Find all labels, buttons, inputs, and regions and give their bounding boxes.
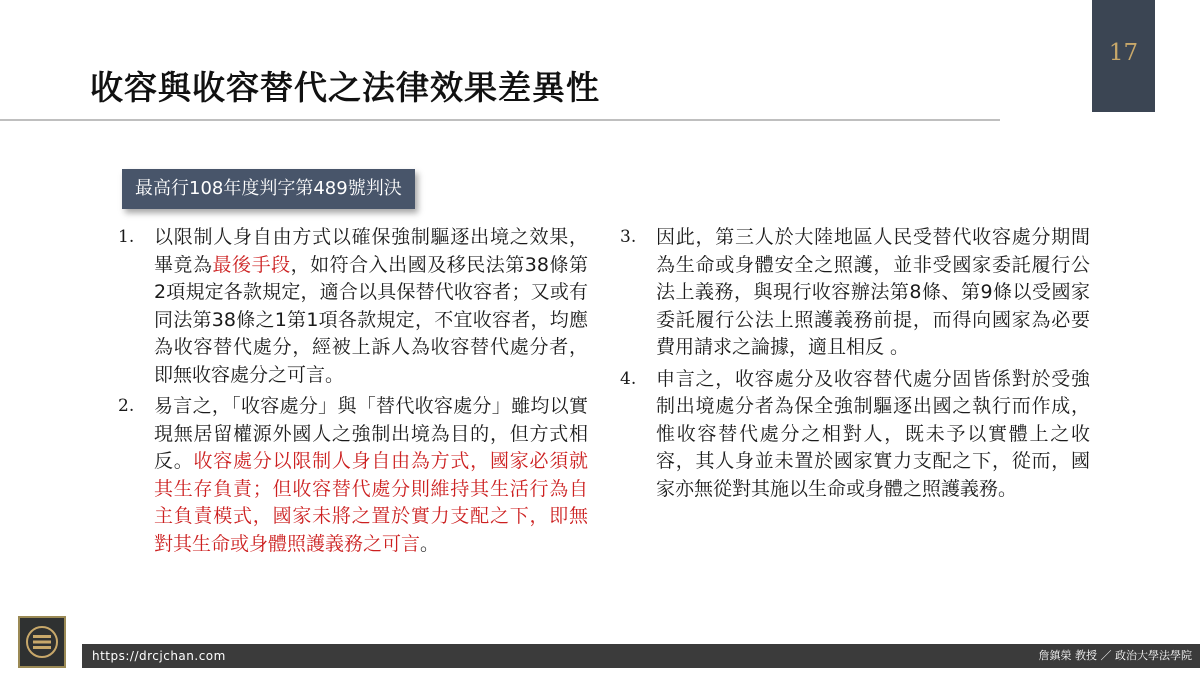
text-segment: 申言之，收容處分及收容替代處分固皆係對於受強制出境處分者為保全強制驅逐出國之執行而作成，惟收容替代處分之相對人，既未予以實體上之收容，其人身並未置於國家實力支配之下，從而，國家亦無從對其施以生命或身體之照護義務。	[656, 367, 1090, 500]
list-item-text	[154, 226, 588, 386]
right-column-list	[620, 224, 1090, 507]
left-column-list	[118, 224, 588, 562]
footer-author: 詹鎮榮 教授 ／ 政治大學法學院	[1038, 649, 1192, 662]
list-item-text	[656, 226, 1090, 358]
text-segment: ，如符合入出國及移民法第38條第2項規定各款規定，適合以具保替代收容者；又或有同法第38條之1第1項各款規定，不宜收容者，均應為收容替代處分，經被上訴人為收容替代處分者，即無收容處分之可言。	[154, 253, 588, 386]
list-item-number: 2.	[118, 396, 135, 416]
book-emblem-icon	[20, 618, 64, 666]
page-number: 17	[1108, 40, 1139, 66]
list-item-4	[620, 366, 1090, 504]
school-logo	[18, 616, 66, 668]
list-item-number: 3.	[620, 227, 637, 247]
case-citation-label: 最高行108年度判字第489號判決	[122, 169, 415, 209]
footer-website-link[interactable]: https://drcjchan.com	[92, 649, 226, 663]
text-segment: 因此，第三人於大陸地區人民受替代收容處分期間為生命或身體安全之照護，並非受國家委託履行公法上義務，與現行收容辦法第8條、第9條以受國家委託履行公法上照護義務前提，而得向國家為必要費用請求之論據，適且相反 。	[656, 226, 1090, 358]
highlight-segment: 收容處分以限制人身自由為方式，國家必須就其生存負責；但收容替代處分則維持其生活行為自主負責模式，國家未將之置於實力支配之下，即無對其生命或身體照護義務之可言	[154, 450, 588, 555]
list-item-1	[118, 224, 588, 389]
list-item-3	[620, 224, 1090, 362]
highlight-segment: 最後手段	[212, 253, 291, 276]
text-segment: 以限制人身自由方式以確保強制驅逐出境之效果，畢竟為	[154, 226, 588, 276]
footer-bar	[82, 644, 1200, 668]
list-item-number: 4.	[620, 368, 637, 389]
list-item-text	[656, 368, 1090, 500]
text-segment: 易言之，「收容處分」與「替代收容處分」雖均以實現無居留權源外國人之強制出境為目的，但方式相反。	[154, 395, 588, 472]
text-segment: 。	[420, 532, 440, 555]
list-item-2	[118, 393, 588, 558]
list-item-text	[154, 395, 588, 555]
title-divider	[0, 119, 1000, 121]
list-item-number: 1.	[118, 227, 135, 247]
slide-title: 收容與收容替代之法律效果差異性	[90, 68, 600, 107]
